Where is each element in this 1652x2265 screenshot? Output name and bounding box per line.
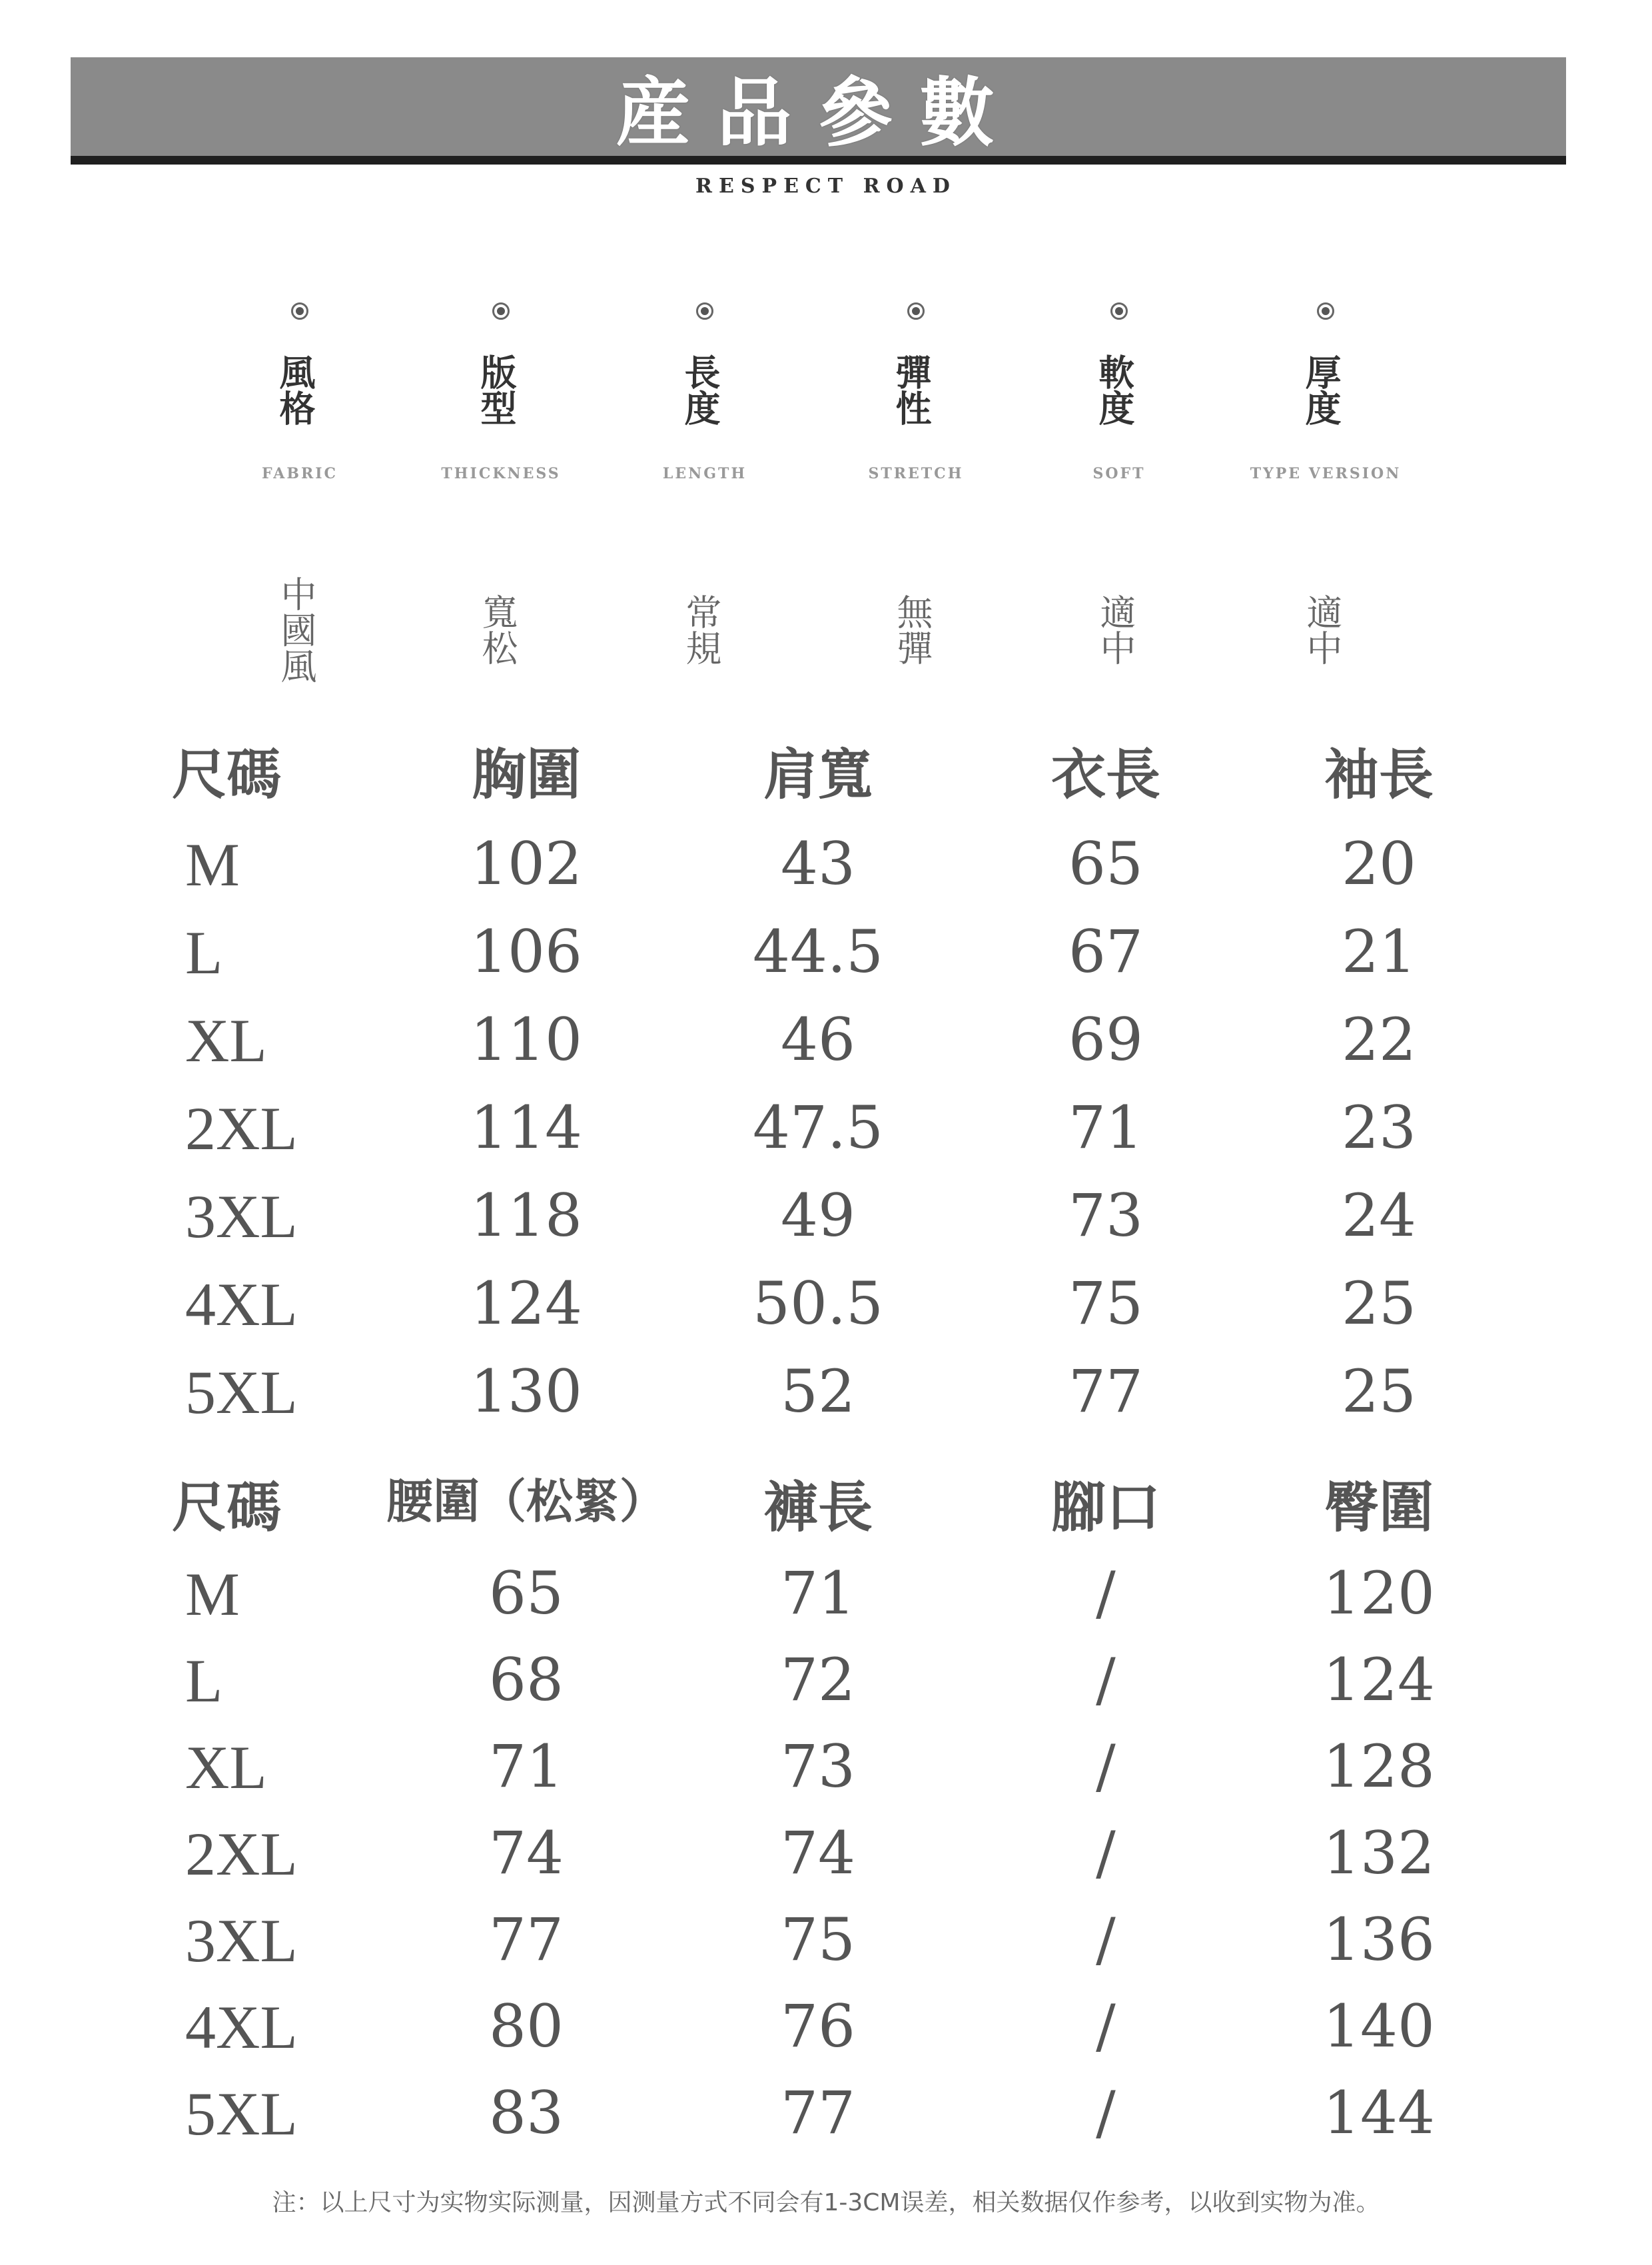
attribute-name: 彈性 [890,354,933,426]
attribute-english-label: LENGTH [662,465,747,482]
bottom-table-size-cell: XL [185,1733,267,1801]
attribute-value: 寬松 [476,594,518,666]
top-table-value-cell: 43 [781,829,855,898]
bottom-table-size-cell: 3XL [185,1907,298,1975]
title-banner [71,57,1566,156]
bottom-table-size-cell: 4XL [185,1993,298,2061]
bottom-table-value-cell: 75 [781,1905,855,1974]
attribute-name: 軟度 [1093,354,1136,426]
bottom-table-header-cell: 尺碼 [172,1476,282,1540]
top-table-value-cell: 46 [781,1005,855,1074]
top-table-value-cell: 25 [1342,1357,1416,1426]
attribute-value: 適中 [1301,594,1343,666]
bottom-table-value-cell: 72 [781,1645,855,1714]
top-table-value-cell: 69 [1068,1005,1143,1074]
top-table-value-cell: 124 [470,1269,582,1338]
top-table-value-cell: 44.5 [753,917,883,986]
top-table-value-cell: 130 [470,1357,582,1426]
attribute-english-label: THICKNESS [441,465,561,482]
bottom-table-value-cell: 71 [781,1559,855,1627]
bottom-table-value-cell: / [1096,2078,1116,2147]
bullet-icon [291,302,308,320]
top-table-header-cell: 肩寬 [763,743,873,807]
bottom-table-value-cell: / [1096,1645,1116,1714]
attribute-name: 厚度 [1300,354,1342,426]
bottom-table-value-cell: / [1096,1819,1116,1887]
bottom-table-value-cell: 68 [489,1645,564,1714]
top-table-size-cell: L [185,919,223,987]
bottom-table-value-cell: / [1096,1559,1116,1627]
bottom-table-value-cell: 73 [781,1732,855,1801]
bullet-icon [492,302,510,320]
measurement-note: 注：以上尺寸为实物实际测量，因测量方式不同会有1-3CM误差，相关数据仅作参考，以收到实物为准。 [272,2189,1380,2216]
bottom-table-value-cell: 120 [1323,1559,1435,1627]
bottom-table-header-cell: 腰圍（松緊） [386,1474,666,1529]
bottom-table-value-cell: 71 [489,1732,564,1801]
bottom-table-value-cell: 124 [1323,1645,1435,1714]
attribute-english-label: SOFT [1092,465,1146,482]
bottom-table-value-cell: / [1096,1732,1116,1801]
bottom-table-value-cell: 77 [781,2078,855,2147]
top-table-value-cell: 20 [1342,829,1416,898]
top-table-value-cell: 23 [1342,1093,1416,1162]
top-table-value-cell: 106 [470,917,582,986]
page-title: 産品參數 [616,69,1021,157]
bottom-table-value-cell: 76 [781,1992,855,2060]
bottom-table-size-cell: L [185,1647,223,1715]
bottom-table-value-cell: 136 [1323,1905,1435,1974]
top-table-value-cell: 77 [1068,1357,1143,1426]
attribute-value: 常規 [680,594,722,666]
top-table-value-cell: 49 [781,1181,855,1250]
bottom-table-size-cell: M [185,1560,240,1628]
top-table-header-cell: 尺碼 [172,743,282,807]
bottom-table-value-cell: 74 [781,1819,855,1887]
attribute-english-label: FABRIC [261,465,338,482]
bottom-table-value-cell: / [1096,1992,1116,2060]
attribute-name: 長度 [679,354,721,426]
top-table-value-cell: 65 [1068,829,1143,898]
attribute-english-label: TYPE VERSION [1250,465,1402,482]
top-table-size-cell: 2XL [185,1095,298,1162]
bullet-icon [907,302,925,320]
attribute-english-label: STRETCH [868,465,964,482]
top-table-size-cell: M [185,831,240,899]
top-table-size-cell: 3XL [185,1182,298,1250]
top-table-value-cell: 102 [470,829,582,898]
attribute-value: 無彈 [891,594,933,666]
top-table-value-cell: 114 [470,1093,582,1162]
top-table-value-cell: 110 [470,1005,582,1074]
bottom-table-value-cell: / [1096,1905,1116,1974]
attribute-value: 適中 [1094,594,1136,666]
bottom-table-value-cell: 77 [489,1905,564,1974]
bullet-icon [1317,302,1334,320]
top-table-size-cell: 4XL [185,1270,298,1338]
top-table-value-cell: 25 [1342,1269,1416,1338]
top-table-header-cell: 衣長 [1050,743,1161,807]
top-table-value-cell: 71 [1068,1093,1143,1162]
top-table-value-cell: 22 [1342,1005,1416,1074]
bottom-table-value-cell: 144 [1323,2078,1435,2147]
bottom-table-value-cell: 74 [489,1819,564,1887]
top-table-value-cell: 50.5 [753,1269,883,1338]
attribute-value: 中國風 [275,576,317,683]
bullet-icon [696,302,713,320]
top-table-header-cell: 胸圍 [471,743,582,807]
top-table-value-cell: 24 [1342,1181,1416,1250]
bottom-table-header-cell: 褲長 [763,1476,873,1540]
attribute-name: 風格 [274,354,316,426]
top-table-value-cell: 21 [1342,917,1416,986]
bottom-table-size-cell: 5XL [185,2080,298,2148]
page-subtitle: RESPECT ROAD [695,175,957,198]
top-table-header-cell: 袖長 [1324,743,1434,807]
attribute-name: 版型 [475,354,518,426]
bottom-table-value-cell: 65 [489,1559,564,1627]
bottom-table-value-cell: 83 [489,2078,564,2147]
top-table-value-cell: 47.5 [753,1093,883,1162]
top-table-size-cell: 5XL [185,1358,298,1426]
top-table-value-cell: 73 [1068,1181,1143,1250]
bottom-table-header-cell: 腳口 [1050,1476,1161,1540]
top-table-value-cell: 67 [1068,917,1143,986]
top-table-value-cell: 118 [470,1181,582,1250]
bullet-icon [1110,302,1128,320]
bottom-table-header-cell: 臀圍 [1324,1476,1434,1540]
top-table-value-cell: 52 [781,1357,855,1426]
bottom-table-size-cell: 2XL [185,1820,298,1888]
bottom-table-value-cell: 128 [1323,1732,1435,1801]
top-table-value-cell: 75 [1068,1269,1143,1338]
bottom-table-value-cell: 140 [1323,1992,1435,2060]
top-table-size-cell: XL [185,1007,267,1075]
bottom-table-value-cell: 80 [489,1992,564,2060]
title-divider [71,156,1566,165]
bottom-table-value-cell: 132 [1323,1819,1435,1887]
